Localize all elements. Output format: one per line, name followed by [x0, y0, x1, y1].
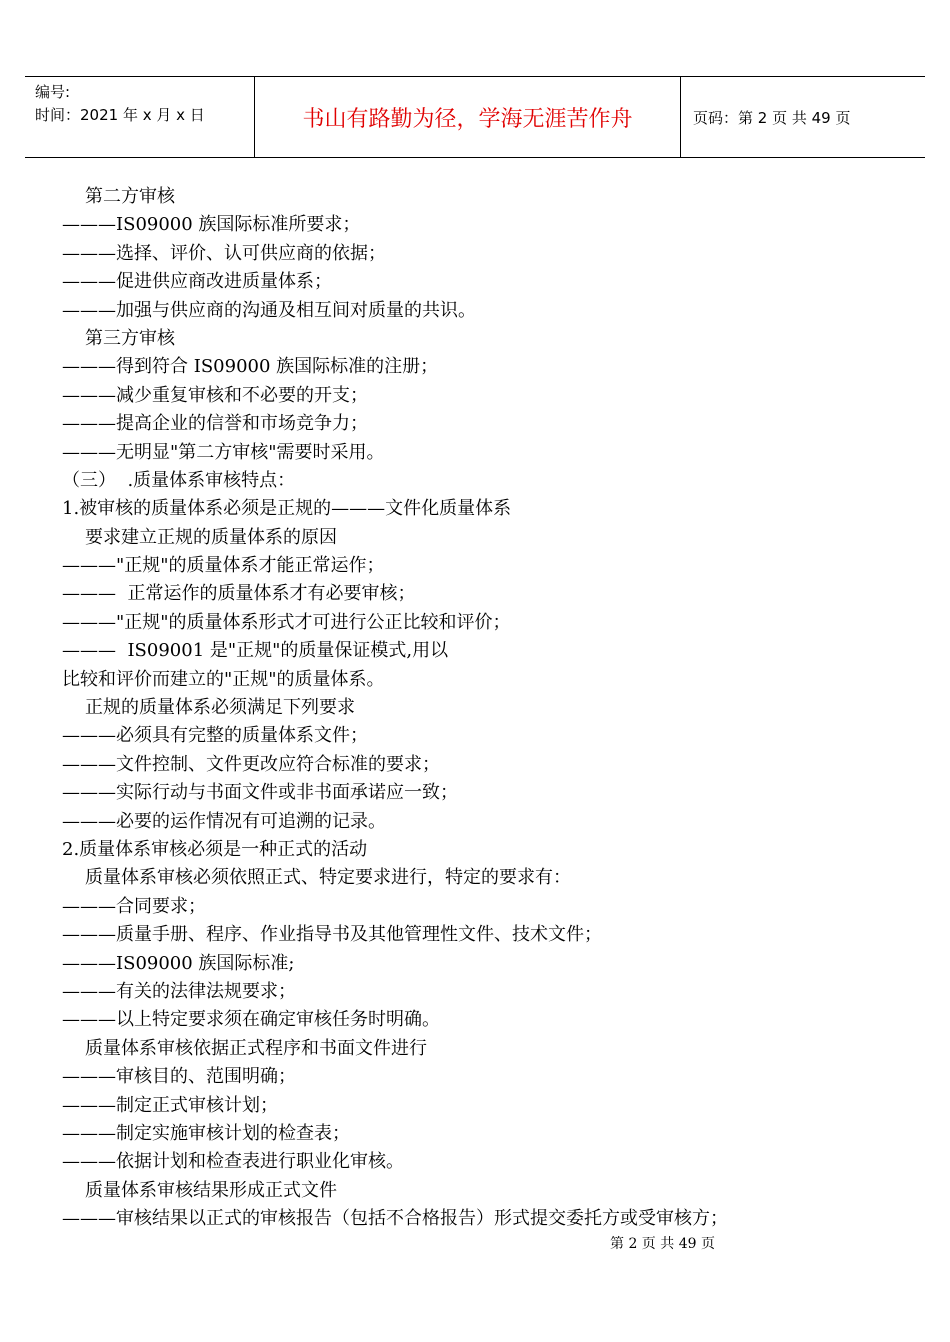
text-line: ———有关的法律法规要求；	[62, 980, 296, 1002]
text-line: ———促进供应商改进质量体系；	[62, 271, 332, 293]
text-line: ———"正规"的质量体系形式才可进行公正比较和评价；	[62, 611, 511, 633]
text-line: ———审核结果以正式的审核报告（包括不合格报告）形式提交委托方或受审核方；	[62, 1208, 728, 1230]
page-footer: 第 2 页 共 49 页	[610, 1236, 715, 1252]
text-line: ———文件控制、文件更改应符合标准的要求；	[62, 753, 440, 775]
text-line: ———IS09000 族国际标准;	[62, 952, 295, 974]
text-line: ———必须具有完整的质量体系文件；	[62, 725, 368, 747]
text-line: ———提高企业的信誉和市场竞争力；	[62, 413, 368, 435]
text-line: 正规的质量体系必须满足下列要求	[85, 697, 355, 719]
text-line: 质量体系审核结果形成正式文件	[85, 1179, 337, 1201]
text-line: ———IS09000 族国际标准所要求；	[62, 214, 361, 236]
header-motto: 书山有路勤为径，学海无涯苦作舟	[255, 77, 681, 157]
text-line: 要求建立正规的质量体系的原因	[85, 526, 337, 548]
text-line: 质量体系审核必须依照正式、特定要求进行，特定的要求有：	[85, 867, 571, 889]
header-meta-cell	[25, 77, 255, 157]
text-line: ———加强与供应商的沟通及相互间对质量的共识。	[62, 299, 476, 321]
text-line: 比较和评价而建立的"正规"的质量体系。	[62, 668, 385, 690]
text-line: ———无明显"第二方审核"需要时采用。	[62, 441, 385, 463]
text-line: ———制定实施审核计划的检查表；	[62, 1122, 350, 1144]
text-line: ———以上特定要求须在确定审核任务时明确。	[62, 1009, 440, 1031]
header-page-info: 页码：第 2 页 共 49 页	[693, 109, 851, 127]
text-line: ———"正规"的质量体系才能正常运作；	[62, 555, 385, 577]
text-line: 第二方审核	[85, 186, 175, 207]
text-line: 第三方审核	[85, 327, 175, 349]
text-line: ———必要的运作情况有可追溯的记录。	[62, 810, 386, 832]
text-line: 1.被审核的质量体系必须是正规的———文件化质量体系	[62, 498, 512, 520]
header-page-cell	[681, 77, 925, 157]
text-line: 2.质量体系审核必须是一种正式的活动	[62, 838, 368, 860]
text-line: 质量体系审核依据正式程序和书面文件进行	[85, 1037, 427, 1059]
text-line: （三） .质量体系审核特点：	[62, 469, 296, 491]
text-line: ———质量手册、程序、作业指导书及其他管理性文件、技术文件；	[62, 924, 602, 946]
text-line: ———审核目的、范围明确；	[62, 1066, 296, 1088]
text-line: ———得到符合 IS09000 族国际标准的注册；	[62, 356, 439, 378]
document-body	[62, 183, 882, 1233]
text-line: ——— 正常运作的质量体系才有必要审核；	[62, 583, 416, 605]
text-line: ———实际行动与书面文件或非书面承诺应一致；	[62, 782, 458, 804]
document-code-label: 编号:	[35, 83, 71, 101]
page-header	[25, 76, 925, 158]
text-line: ———选择、评价、认可供应商的依据；	[62, 242, 386, 264]
text-line: ——— IS09001 是"正规"的质量保证模式,用以	[62, 640, 449, 662]
text-line: ———制定正式审核计划；	[62, 1094, 278, 1116]
text-line: ———减少重复审核和不必要的开支；	[62, 384, 368, 406]
document-time-label: 时间：2021 年 x 月 x 日	[35, 106, 205, 124]
text-line: ———合同要求；	[62, 895, 206, 917]
text-line: ———依据计划和检查表进行职业化审核。	[62, 1151, 404, 1173]
